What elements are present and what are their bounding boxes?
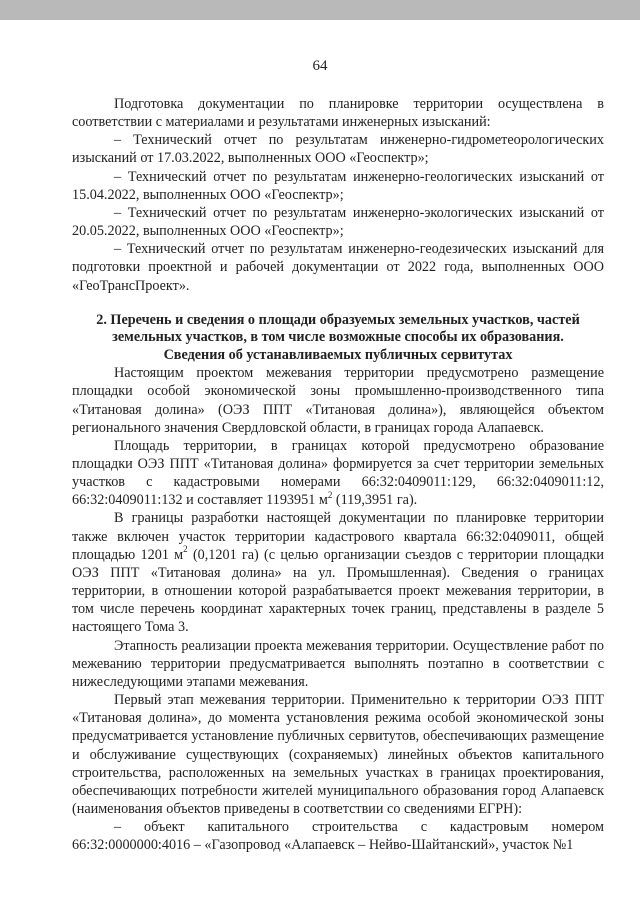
- paragraph-area: [72, 437, 604, 510]
- list-item-survey-geology: – Технический отчет по результатам инженерно-геологических изысканий от 15.04.2022, выполненных ООО «Геоспектр»;: [72, 168, 604, 203]
- area-text-a: Площадь территории, в границах которой предусмотрено образование площадки ОЭЗ ППТ «Титановая долина» формируется за счет территории земельных участков с кадастровыми номерами 66:32:0409011:129, 66:32:0409011:12, 66:32:0409011:132 и составляет 1193951 м: [72, 437, 604, 509]
- section-heading-line-1: 2. Перечень и сведения о площади образуемых земельных участков, частей земельных участков, в том числе возможные способы их образования.: [96, 311, 580, 346]
- scan-edge-bar: [0, 0, 640, 20]
- document-body: [72, 95, 604, 854]
- paragraph-intro: Подготовка документации по планировке территории осуществлена в соответствии с материалами и результатами инженерных изысканий:: [72, 96, 604, 131]
- list-item-gas-pipeline: – объект капитального строительства с кадастровым номером 66:32:0000000:4016 – «Газопровод «Алапаевск – Нейво-Шайтанский», участок №1: [72, 819, 604, 854]
- paragraph-stages: Этапность реализации проекта межевания территории. Осуществление работ по межеванию территории предусматривается выполнять поэтапно в соответствии с нижеследующими этапами межевания.: [72, 637, 604, 690]
- boundaries-unit-superscript: 2: [183, 544, 188, 555]
- area-text-b: (119,3951 га).: [332, 492, 418, 509]
- list-item-survey-hydromet: – Технический отчет по результатам инженерно-гидрометеорологических изысканий от 17.03.2022, выполненных ООО «Геоспектр»;: [72, 132, 604, 167]
- paragraph-boundaries: [72, 509, 604, 636]
- paragraph-first-stage: Первый этап межевания территории. Применительно к территории ОЭЗ ППТ «Титановая долина», до момента установления режима особой экономической зоны предусматривается установление публичных сервитутов, обеспечивающих размещение и обслуживание существующих (сохраняемых) линейных объектов капитального строительства, расположенных на земельных участках в границах проектирования, обеспечивающих потребности жителей муниципального образования город Алапаевск (наименования объектов приведены в соответствии со сведениями ЕГРН):: [72, 692, 604, 817]
- list-item-survey-geodesy: – Технический отчет по результатам инженерно-геодезических изысканий для подготовки проектной и рабочей документации от 2022 года, выполненных ООО «ГеоТрансПроект».: [72, 241, 604, 294]
- area-unit-superscript: 2: [327, 489, 333, 500]
- section-heading: [72, 312, 604, 365]
- paragraph-placement: Настоящим проектом межевания территории предусмотрено размещение площадки особой экономической зоны промышленно-производственного типа «Титановая долина» (ОЭЗ ППТ «Титановая долина»), являющейся объектом регионального значения Свердловской области, в границах города Алапаевск.: [72, 365, 604, 436]
- section-heading-line-2: Сведения об устанавливаемых публичных сервитутах: [163, 346, 513, 363]
- list-item-survey-ecology: – Технический отчет по результатам инженерно-экологических изысканий от 20.05.2022, выполненных ООО «Геоспектр»;: [72, 204, 604, 240]
- boundaries-text-a: В границы разработки настоящей документации по планировке территории также включен участок территории кадастрового квартала 66:32:0409011, общей площадью 1201 м: [72, 510, 604, 563]
- boundaries-text-b: (0,1201 га) (с целью организации съездов с территории площадки ОЭЗ ППТ «Титановая долина» на ул. Промышленная). Сведения о границах территории, в отношении которой разрабатывается проект межевания территории, в том числе перечень координат характерных точек границ, представлены в разделе 5 настоящего Тома 3.: [72, 546, 604, 636]
- page-number: 64: [312, 58, 328, 74]
